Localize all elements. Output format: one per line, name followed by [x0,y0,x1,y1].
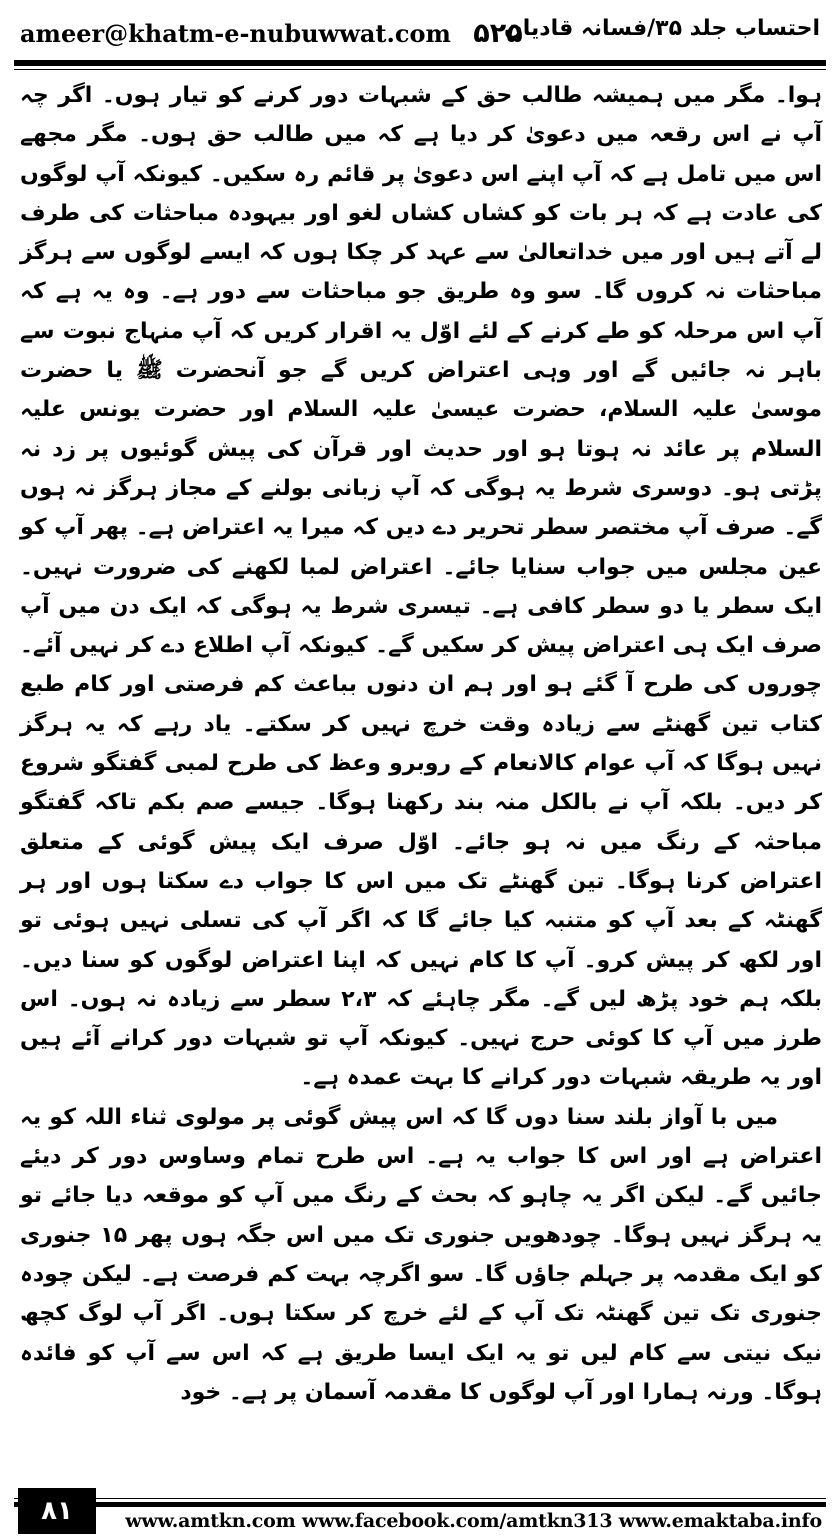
header-rule-thick [14,60,826,66]
footer-page-number: ۸۱ [18,1488,96,1534]
footer-links: www.amtkn.com www.facebook.com/amtkn313 www.emaktaba.info [125,1510,822,1532]
header-page-number: ۵۲۵ [473,18,523,49]
page-footer [0,1486,840,1540]
footer-rule-thick [14,1502,826,1507]
footer-rule-thin [14,1498,826,1499]
header-rule-thin [14,69,826,70]
paragraph-1: ہوا۔ مگر میں ہمیشہ طالب حق کے شبہات دور کرنے کو تیار ہوں۔ اگر چہ آپ نے اس رقعہ میں دعویٰ کر دیا ہے کہ میں طالب حق ہوں۔ مگر مجھے اس میں تامل ہے کہ آپ اپنے اس دعویٰ پر قائم رہ سکیں۔ کیونکہ آپ لوگوں کی عادت ہے کہ ہر بات کو کشاں کشاں لغو اور بیہودہ مباحثات کی طرف لے آتے ہیں اور میں خداتعالیٰ سے عہد کر چکا ہوں کہ ایسے لوگوں سے ہرگز مباحثات نہ کروں گا۔ سو وہ طریق جو مباحثات سے دور ہے۔ وہ یہ ہے کہ آپ اس مرحلہ کو طے کرنے کے لئے اوّل یہ اقرار کریں کہ آپ منہاج نبوت سے باہر نہ جائیں گے اور وہی اعتراض کریں گے جو آنحضرت ﷺ یا حضرت موسیٰ علیہ السلام، حضرت عیسیٰ علیہ السلام اور حضرت یونس علیہ السلام پر عائد نہ ہوتا ہو اور حدیث اور قرآن کی پیش گوئیوں پر زد نہ پڑتی ہو۔ دوسری شرط یہ ہوگی کہ آپ زبانی بولنے کے مجاز ہرگز نہ ہوں گے۔ صرف آپ مختصر سطر تحریر دے دیں کہ میرا یہ اعتراض ہے۔ پھر آپ کو عین مجلس میں جواب سنایا جائے۔ اعتراض لمبا لکھنے کی ضرورت نہیں۔ ایک سطر یا دو سطر کافی ہے۔ تیسری شرط یہ ہوگی کہ ایک دن میں آپ صرف ایک ہی اعتراض پیش کر سکیں گے۔ کیونکہ آپ اطلاع دے کر نہیں آئے۔ چوروں کی طرح آ گئے ہو اور ہم ان دنوں بباعث کم فرصتی اور کام طبع کتاب تین گھنٹے سے زیادہ وقت خرچ نہیں کر سکتے۔ یاد رہے کہ یہ ہرگز نہیں ہوگا کہ آپ عوام کالانعام کے روبرو وعظ کی طرح لمبی گفتگو شروع کر دیں۔ بلکہ آپ نے بالکل منہ بند رکھنا ہوگا۔ جیسے صم بکم تاکہ گفتگو مباحثہ کے رنگ میں نہ ہو جائے۔ اوّل صرف ایک پیش گوئی کے متعلق اعتراض کرنا ہوگا۔ تین گھنٹے تک میں اس کا جواب دے سکتا ہوں اور ہر گھنٹہ کے بعد آپ کو متنبہ کیا جائے گا کہ اگر آپ کی تسلی نہیں ہوئی تو اور لکھ کر پیش کرو۔ آپ کا کام نہیں کہ اپنا اعتراض لوگوں کو سنا دیں۔ بلکہ ہم خود پڑھ لیں گے۔ مگر چاہئے کہ ۲،۳ سطر سے زیادہ نہ ہوں۔ اس طرز میں آپ کا کوئی حرج نہیں۔ کیونکہ آپ تو شبہات دور کرانے آئے ہیں اور یہ طریقہ شبہات دور کرانے کا بہت عمدہ ہے۔ [20,83,823,1091]
page-body [20,76,822,1412]
header-book-title: احتساب جلد ۳۵/فسانہ قادیان [503,16,820,41]
header-left [20,18,523,49]
header-email: ameer@khatm-e-nubuwwat.com [20,19,451,48]
paragraph-2: میں با آواز بلند سنا دوں گا کہ اس پیش گوئی پر مولوی ثناء اللہ کو یہ اعتراض ہے اور اس کا جواب یہ ہے۔ اس طرح تمام وساوس دور کر دیئے جائیں گے۔ لیکن اگر یہ چاہو کہ بحث کے رنگ میں آپ کو موقعہ دیا جائے تو یہ ہرگز نہیں ہوگا۔ چودھویں جنوری تک میں اس جگہ ہوں پھر ۱۵ جنوری کو ایک مقدمہ پر جہلم جاؤں گا۔ سو اگرچہ بہت کم فرصت ہے۔ لیکن چودہ جنوری تک تین گھنٹہ تک آپ کے لئے خرچ کر سکتا ہوں۔ اگر آپ لوگ کچھ نیک نیتی سے کام لیں تو یہ ایک ایسا طریق ہے کہ اس سے آپ کو فائدہ ہوگا۔ ورنہ ہمارا اور آپ لوگوں کا مقدمہ آسمان پر ہے۔ خود [20,1104,822,1405]
page-header [14,14,826,56]
